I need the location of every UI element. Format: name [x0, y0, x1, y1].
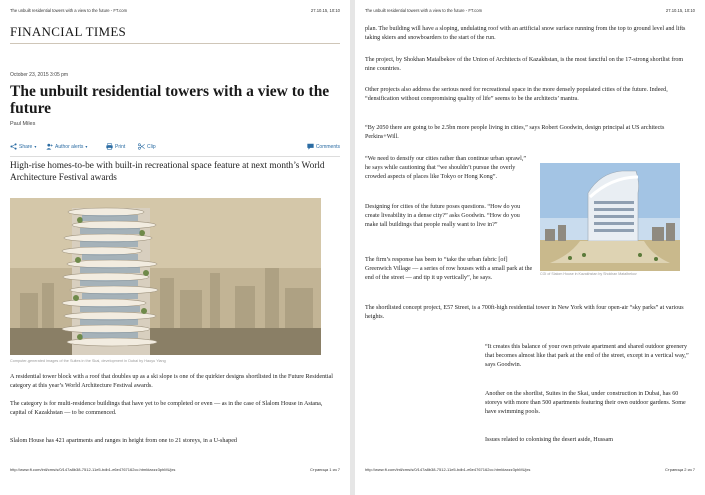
- article-standfirst: High-rise homes-to-be with built-in recreational space feature at next month’s World Architecture Festival awards: [10, 161, 325, 183]
- tower-rendering-image: [10, 198, 321, 355]
- pdf-page-1: [0, 0, 350, 495]
- paragraph: Slalom House has 421 apartments and ranges in height from one to 21 storeys, in a U-shaped: [10, 438, 237, 444]
- image-caption: CGI of Slalom House in Kazakhstan by Shokhan Matalbekov: [540, 272, 637, 276]
- paragraph: plan. The building will have a sloping, undulating roof with an artificial snow surface running from the top to ground level and lifts taking skiers and snowboarders to the start of the run.: [365, 26, 686, 41]
- comments-label: Comments: [315, 143, 340, 150]
- print-footer: [365, 467, 695, 475]
- paragraph: Other projects also address the serious need for recreational space in the more densely populated cities of the future. Indeed, “densification without compromising quality of life” seems to be the architects’ mantra.: [365, 87, 668, 102]
- share-button[interactable]: [10, 143, 36, 150]
- article-author[interactable]: Paul Miles: [10, 121, 36, 127]
- ft-logo[interactable]: FINANCIAL TIMES: [10, 24, 127, 39]
- clip-label: Clip: [147, 143, 156, 150]
- person-plus-icon: [46, 143, 53, 150]
- print-header-title: The unbuilt residential towers with a view to the future - FT.com: [10, 8, 128, 13]
- paragraph: Issues related to colonising the desert aside, Hussam: [485, 437, 613, 443]
- print-header: [10, 8, 340, 16]
- masthead-divider: [10, 43, 340, 44]
- print-footer-url: http://www.ft.com/intl/cms/s/0/147a8b38-7512-11e5-bdb1-e6e4767162cc.html#axzz3phMUjxs: [10, 467, 176, 472]
- print-header-title: The unbuilt residential towers with a view to the future - FT.com: [365, 8, 483, 13]
- author-alerts-button[interactable]: [46, 143, 87, 150]
- clip-button[interactable]: [138, 143, 156, 150]
- share-icon: [10, 143, 17, 150]
- print-footer-url: http://www.ft.com/intl/cms/s/0/147a8b38-7512-11e5-bdb1-e6e4767162cc.html#axzz3phMUjxs: [365, 467, 531, 472]
- paragraph: “It creates this balance of your own private apartment and shared outdoor greenery that becomes almost like that park at the end of the street, except in a vertical way,” says Goodwin.: [485, 344, 689, 368]
- paragraph: A residential tower block with a roof that doubles up as a ski slope is one of the quirkier designs shortlisted in the Future Residential category at this year’s World Architecture Festival awards.: [10, 374, 333, 389]
- share-label: Share: [19, 143, 33, 150]
- print-header-datetime: 27.10.15, 10:10: [665, 8, 695, 13]
- paragraph: “We need to densify our cities rather than continue urban sprawl,” he says while cautioning that “we shouldn’t pursue the overly crowded aspects of places like Tokyo or Hong Kong”.: [365, 156, 527, 180]
- article-headline: The unbuilt residential towers with a view to the future: [10, 83, 330, 117]
- toolbar-divider: [10, 156, 340, 157]
- chevron-down-icon: ▾: [85, 144, 88, 149]
- author-alerts-label: Author alerts: [55, 143, 84, 150]
- paragraph: “By 2050 there are going to be 2.5bn more people living in cities,” says Robert Goodwin, design principal at US architects Perkins+Will.: [365, 125, 665, 140]
- paragraph: The firm’s response has been to “take the urban fabric [of] Greenwich Village — a series of row houses with a small park at the end of the street — and tip it up vertically”, he says.: [365, 257, 533, 281]
- scissors-icon: [138, 143, 145, 150]
- paragraph: Another on the shortlist, Suites in the Skai, under construction in Dubai, has 60 storeys with more than 500 apartments featuring their own outdoor gardens. Some have swimming pools.: [485, 391, 686, 415]
- paragraph: The project, by Shokhan Matalbekov of the Union of Architects of Kazakhstan, is the most fanciful on the 17-strong shortlist from nine countries.: [365, 57, 684, 72]
- print-label: Print: [115, 143, 126, 150]
- print-footer-page: Страница 1 из 7: [310, 467, 340, 472]
- paragraph: The category is for multi-residence buildings that have yet to be completed or even — as in the case of Slalom House in Astana, capital of Kazakhstan — to be commenced.: [10, 401, 323, 416]
- slalom-house-image: [540, 163, 680, 271]
- slalom-house-illustration: [540, 163, 680, 271]
- paragraph: Designing for cities of the future poses questions. “How do you create liveability in a dense city?” asks Goodwin. “How do you make tall buildings that people really want to live in?”: [365, 204, 521, 228]
- image-caption: Computer-generated images of the Suites in the Skai, development in Dubai by Haoyu Yiang: [10, 359, 166, 363]
- comments-button[interactable]: [307, 143, 340, 150]
- pdf-page-2: [355, 0, 705, 495]
- print-header: [365, 8, 695, 16]
- comment-icon: [307, 143, 314, 150]
- tower-rendering-illustration: [10, 198, 321, 355]
- article-date: October 23, 2015 3:05 pm: [10, 72, 69, 78]
- print-header-datetime: 27.10.15, 10:10: [310, 8, 340, 13]
- print-footer: [10, 467, 340, 475]
- print-button[interactable]: [106, 143, 125, 150]
- paragraph: The shortlisted concept project, E57 Street, is a 700ft-high residential tower in New York with four open-air “sky parks” at various heights.: [365, 305, 684, 320]
- printer-icon: [106, 143, 113, 150]
- chevron-down-icon: ▾: [34, 144, 37, 149]
- article-toolbar: [10, 143, 340, 153]
- print-footer-page: Страница 2 из 7: [665, 467, 695, 472]
